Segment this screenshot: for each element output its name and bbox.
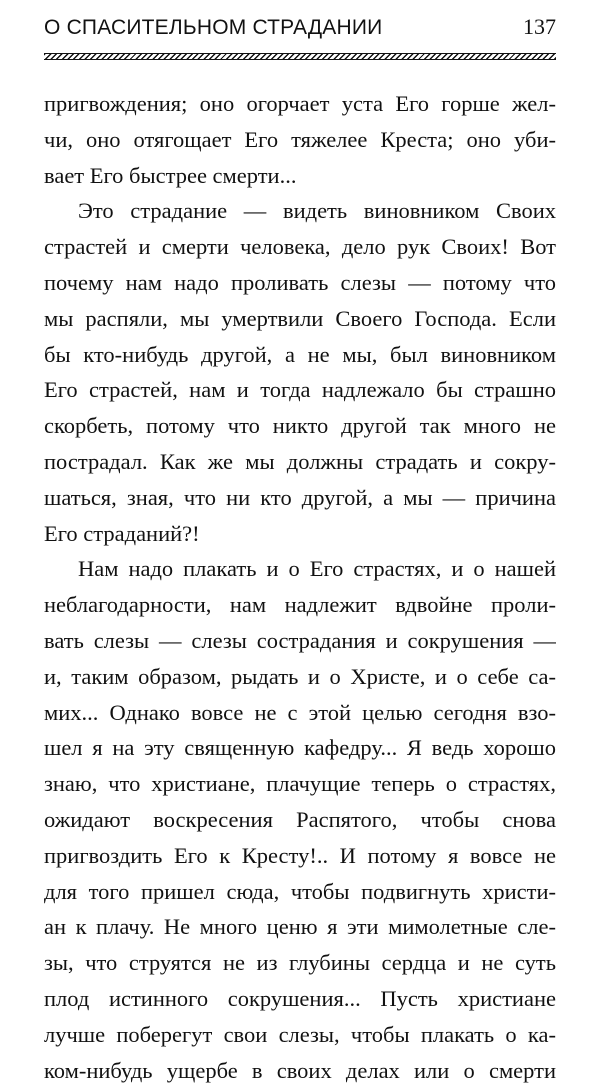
text-line: неблагодарности, нам надлежит вдвойне проли- bbox=[44, 592, 556, 618]
text-line: знаю, что христиане, плачущие теперь о страстях, bbox=[44, 771, 556, 797]
text-line: пригвождения; оно огорчает уста Его горше жел- bbox=[44, 91, 556, 116]
text-line: пострадал. Как же мы должны страдать и сокру- bbox=[44, 448, 556, 474]
text-line: лучше поберегут свои слезы, чтобы плакать о ка- bbox=[44, 1021, 556, 1047]
text-line: бы кто-нибудь другой, а не мы, был виновником bbox=[44, 341, 556, 367]
text-line: для того пришел сюда, чтобы подвигнуть христи- bbox=[44, 878, 556, 904]
text-line: скорбеть, потому что никто другой так много не bbox=[44, 413, 556, 439]
text-line: почему нам надо проливать слезы — потому что bbox=[44, 269, 556, 295]
text-line: ан к плачу. Не много ценю я эти мимолетные сле- bbox=[44, 914, 556, 940]
text-line: шел я на эту священную кафедру... Я ведь хорошо bbox=[44, 735, 556, 761]
text-line: мы распяли, мы умертвили Своего Господа. Если bbox=[44, 305, 556, 331]
page-header bbox=[44, 14, 556, 48]
body-text bbox=[44, 86, 556, 1088]
header-ornamental-rule bbox=[44, 53, 556, 60]
text-line: Нам надо плакать и о Его страстях, и о нашей bbox=[78, 556, 556, 582]
text-line: пригвоздить Его к Кресту!.. И потому я вовсе не bbox=[44, 842, 556, 868]
text-line: ком-нибудь ущербе в своих делах или о смерти bbox=[44, 1057, 556, 1083]
text-line: зы, что струятся не из глубины сердца и не суть bbox=[44, 950, 556, 976]
text-line: вать слезы — слезы сострадания и сокрушения — bbox=[44, 627, 556, 653]
text-line: ожидают воскресения Распятого, чтобы снова bbox=[44, 806, 556, 832]
page-number: 137 bbox=[523, 14, 556, 39]
text-line: Это страдание — видеть виновником Своих bbox=[78, 198, 556, 224]
running-title: О СПАСИТЕЛЬНОМ СТРАДАНИИ bbox=[44, 16, 383, 39]
text-line: вает Его быстрее смерти... bbox=[44, 162, 297, 188]
text-line: Его страданий?! bbox=[44, 520, 200, 546]
text-line: мих... Однако вовсе не с этой целью сегодня взо- bbox=[44, 699, 556, 725]
text-line: страстей и смерти человека, дело рук Своих! Вот bbox=[44, 234, 556, 260]
text-line: и, таким образом, рыдать и о Христе, и о себе са- bbox=[44, 663, 556, 689]
text-line: Его страстей, нам и тогда надлежало бы страшно bbox=[44, 377, 556, 403]
text-line: плод истинного сокрушения... Пусть христиане bbox=[44, 985, 556, 1011]
text-line: шаться, зная, что ни кто другой, а мы — причина bbox=[44, 484, 556, 510]
text-line: чи, оно отягощает Его тяжелее Креста; оно уби- bbox=[44, 126, 556, 152]
